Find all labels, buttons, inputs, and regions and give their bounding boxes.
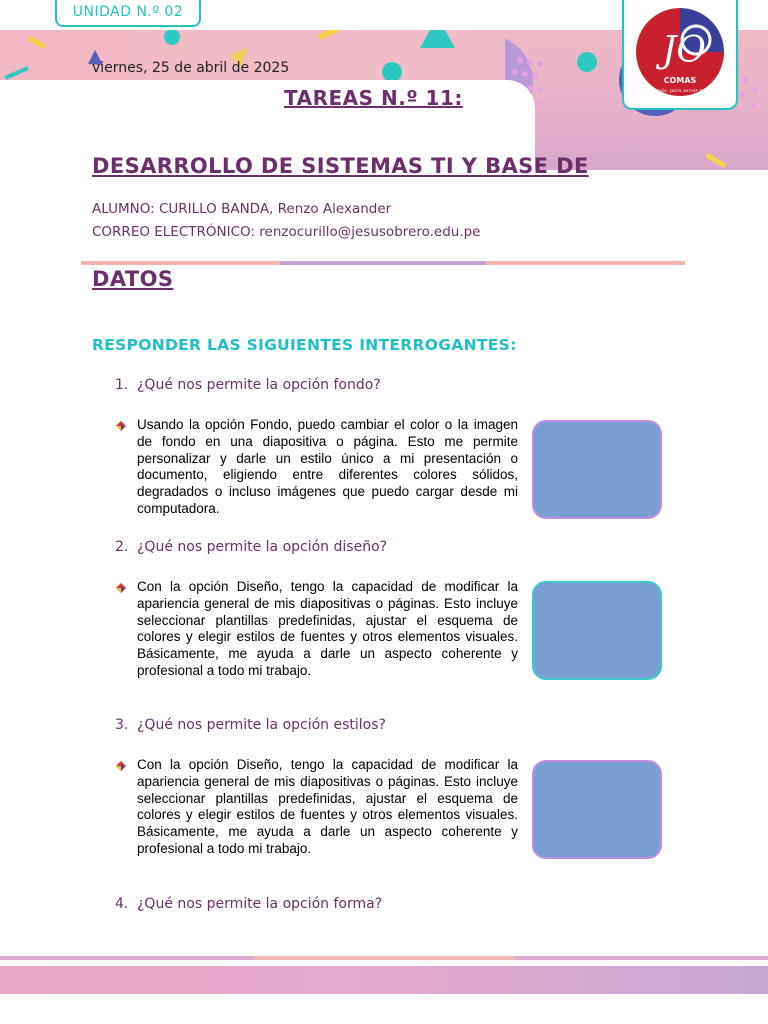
question-number: 4. <box>115 896 129 912</box>
question-2 <box>115 539 387 555</box>
question-number: 2. <box>115 539 129 555</box>
logo-caption: COMAS <box>663 76 697 85</box>
header-divider <box>81 261 685 265</box>
question-text: ¿Qué nos permite la opción forma? <box>137 896 383 912</box>
arrow-bullet-icon <box>116 421 126 431</box>
course-title: DESARROLLO DE SISTEMAS TI Y BASE DE <box>92 154 589 178</box>
arrow-bullet-icon <box>116 583 126 593</box>
school-logo <box>622 0 738 110</box>
answer-3-image <box>532 760 662 859</box>
question-text: ¿Qué nos permite la opción fondo? <box>137 377 381 393</box>
logo-emblem-icon <box>624 0 736 108</box>
question-number: 3. <box>115 717 129 733</box>
logo-letters: JO <box>662 30 706 71</box>
question-number: 1. <box>115 377 129 393</box>
question-1 <box>115 377 381 393</box>
answer-1-image <box>532 420 662 519</box>
arrow-bullet-icon <box>116 761 126 771</box>
student-email: CORREO ELECTRÓNICO: renzocurillo@jesusobrero.edu.pe <box>92 224 481 240</box>
instructions-heading: RESPONDER LAS SIGUIENTES INTERROGANTES: <box>92 336 517 354</box>
question-text: ¿Qué nos permite la opción estilos? <box>137 717 386 733</box>
answer-2-image <box>532 581 662 680</box>
content-panel <box>0 80 535 280</box>
answer-3: Con la opción Diseño, tengo la capacidad de modificar la apariencia general de mis diapositivas o páginas. Esto incluye seleccionar plantillas predefinidas, ajustar el esquema de colores y elegir estilos de fuentes y otros elementos visuales. Básicamente, me ayuda a darle un aspecto coherente y profesional a todo mi trabajo. <box>137 757 518 856</box>
question-text: ¿Qué nos permite la opción diseño? <box>137 539 388 555</box>
document-date: viernes, 25 de abril de 2025 <box>92 60 290 76</box>
footer-band <box>0 966 768 994</box>
answer-1: Usando la opción Fondo, puedo cambiar el color o la imagen de fondo en una diapositiva o página. Esto me permite personalizar y darle un estilo único a mi presentación o documento, eligiendo entre diferentes colores sólidos, degradados o incluso imágenes que puedo cargar desde mi computadora. <box>137 417 518 516</box>
footer-divider <box>0 956 768 960</box>
unit-label: UNIDAD N.º 02 <box>55 0 201 27</box>
student-name: ALUMNO: CURILLO BANDA, Renzo Alexander <box>92 201 392 217</box>
task-title: TAREAS N.º 11: <box>284 86 463 110</box>
logo-motto: "Ser más, para servir mejor" <box>643 88 717 94</box>
course-title-continued: DATOS <box>92 267 174 291</box>
question-4 <box>115 896 382 912</box>
question-3 <box>115 717 386 733</box>
answer-2: Con la opción Diseño, tengo la capacidad de modificar la apariencia general de mis diapositivas o páginas. Esto incluye seleccionar plantillas predefinidas, ajustar el esquema de colores y elegir estilos de fuentes y otros elementos visuales. Básicamente, me ayuda a darle un aspecto coherente y profesional a todo mi trabajo. <box>137 579 518 678</box>
